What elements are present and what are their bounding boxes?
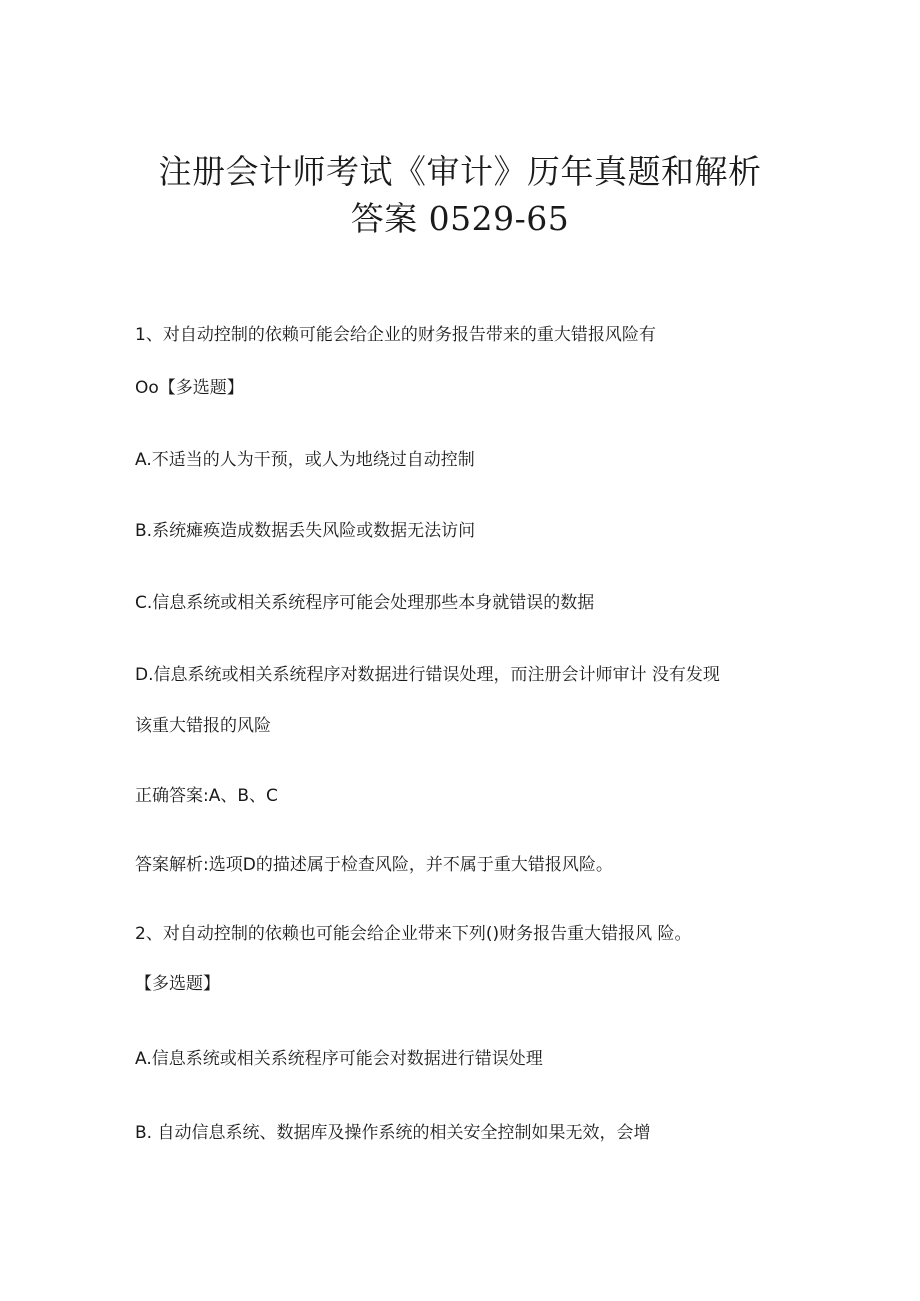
question-2-stem: 2、对自动控制的依赖也可能会给企业带来下列()财务报告重大错报风 险。 xyxy=(135,924,692,944)
question-1-option-b: B.系统瘫痪造成数据丢失风险或数据无法访问 xyxy=(135,521,476,541)
question-1-stem: 1、对自动控制的依赖可能会给企业的财务报告带来的重大错报风险有 xyxy=(135,325,656,345)
question-1-answer: 正确答案:A、B、C xyxy=(135,786,278,806)
question-1-option-c: C.信息系统或相关系统程序可能会处理那些本身就错误的数据 xyxy=(135,593,595,613)
question-2-option-b: B. 自动信息系统、数据库及操作系统的相关安全控制如果无效，会增 xyxy=(135,1123,651,1143)
question-1-option-a: A.不适当的人为干预，或人为地绕过自动控制 xyxy=(135,450,475,470)
question-1-option-d: D.信息系统或相关系统程序对数据进行错误处理，而注册会计师审计 没有发现 xyxy=(135,665,720,685)
question-2-option-a: A.信息系统或相关系统程序可能会对数据进行错误处理 xyxy=(135,1049,543,1069)
question-2-type: 【多选题】 xyxy=(135,974,220,994)
document-title-line-2: 答案 0529-65 xyxy=(350,199,570,238)
question-1-explanation: 答案解析:选项D的描述属于检查风险，并不属于重大错报风险。 xyxy=(135,855,613,875)
document-title-line-1: 注册会计师考试《审计》历年真题和解析 xyxy=(158,152,762,191)
question-1-type: Oo【多选题】 xyxy=(135,378,244,398)
question-1-option-d-continued: 该重大错报的风险 xyxy=(135,716,271,736)
